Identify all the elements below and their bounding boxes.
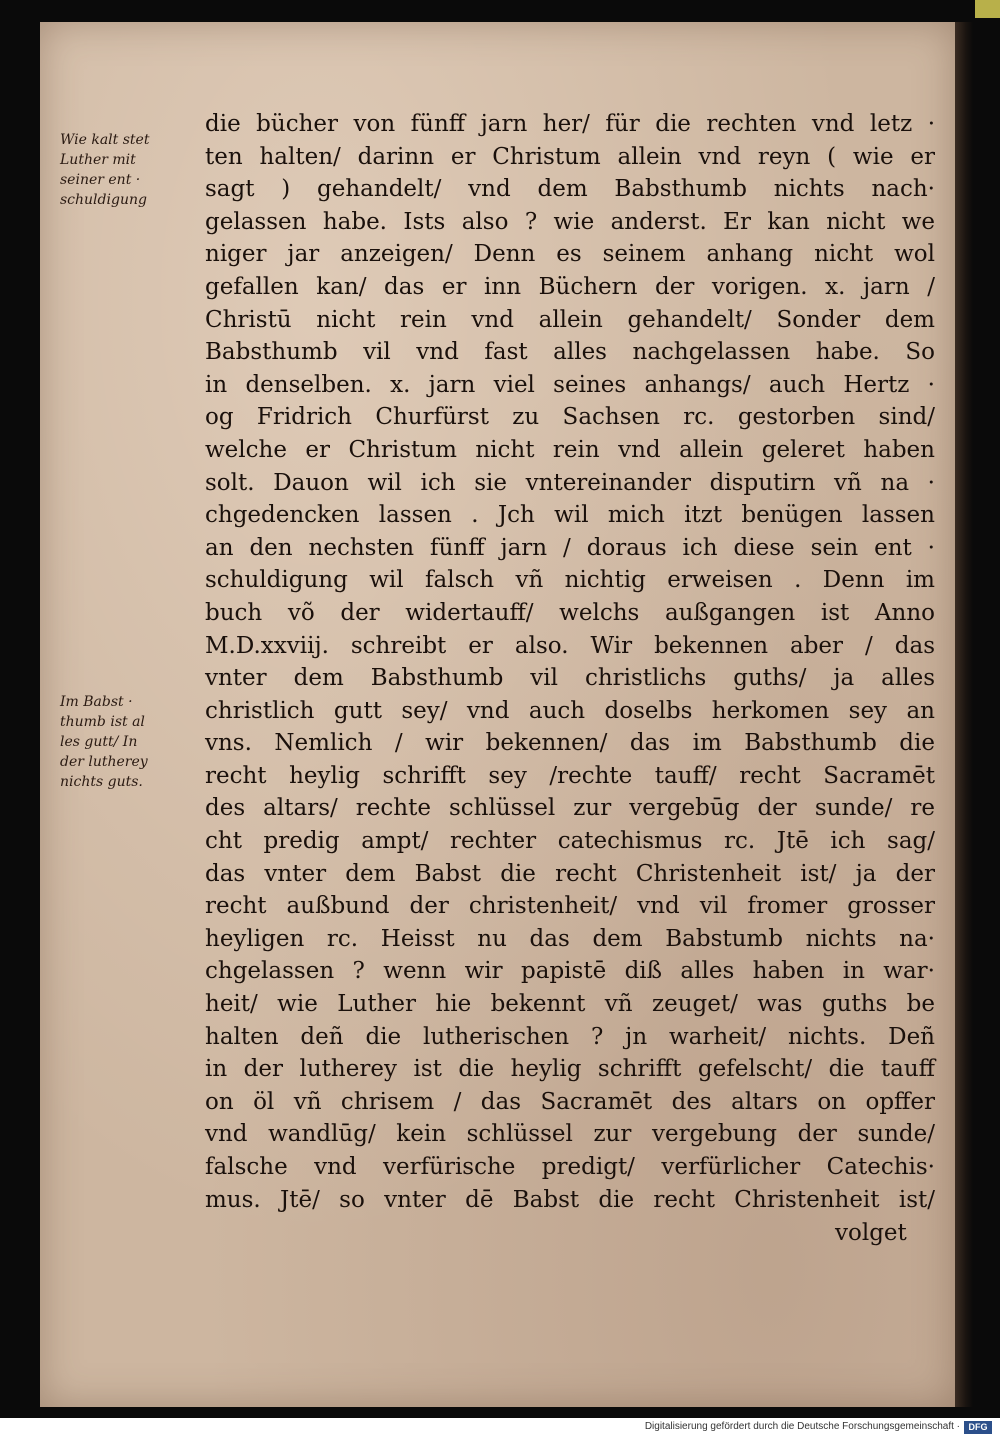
- text-line: sagt ) gehandelt/ vnd dem Babsthumb nichts nach·: [205, 176, 935, 203]
- text-line: in der lutherey ist die heylig schrifft gefelscht/ die tauff: [205, 1056, 935, 1083]
- text-line: og Fridrich Churfürst zu Sachsen rc. gestorben sind/: [205, 404, 935, 431]
- text-line: buch võ der widertauff/ welchs außgangen ist Anno: [205, 599, 935, 626]
- text-line: recht heylig schrifft sey /rechte tauff/ recht Sacramēt: [205, 762, 935, 789]
- text-line: an den nechsten fünff jarn / doraus ich diese sein ent ·: [205, 534, 935, 561]
- text-line: chgedencken lassen . Jch wil mich itzt benügen lassen: [205, 502, 935, 529]
- text-line: vnter dem Babsthumb vil christlichs guths/ ja alles: [205, 665, 935, 692]
- text-line: heyligen rc. Heisst nu das dem Babstumb nichts na·: [205, 925, 935, 952]
- text-line: Babsthumb vil vnd fast alles nachgelassen habe. So: [205, 339, 935, 366]
- margin-note-line: nichts guts.: [60, 774, 143, 790]
- text-line: schuldigung wil falsch vñ nichtig erweisen . Denn im: [205, 567, 935, 594]
- dfg-logo: DFG: [964, 1421, 992, 1434]
- text-line: halten deñ die lutherischen ? jn warheit/ nichts. Deñ: [205, 1023, 935, 1050]
- text-line: das vnter dem Babst die recht Christenheit ist/ ja der: [205, 860, 935, 887]
- footer-bar: [0, 1418, 1000, 1437]
- text-line: niger jar anzeigen/ Denn es seinem anhang nicht wol: [205, 241, 935, 268]
- margin-note-line: schuldigung: [60, 192, 147, 208]
- margin-note-line: Im Babst ·: [60, 694, 133, 710]
- margin-note-line: seiner ent ·: [60, 172, 141, 188]
- margin-note-babsthumb: [60, 692, 195, 792]
- text-line: heit/ wie Luther hie bekennt vñ zeuget/ was guths be: [205, 991, 935, 1018]
- text-line: M.D.xxviij. schreibt er also. Wir bekennen aber / das: [205, 632, 935, 659]
- margin-note-luther: [60, 130, 195, 210]
- margin-note-line: Wie kalt stet: [60, 132, 150, 148]
- page-edge: [955, 22, 973, 1407]
- text-line: vnd wandlūg/ kein schlüssel zur vergebung der sunde/: [205, 1121, 935, 1148]
- margin-note-line: les gutt/ In: [60, 734, 138, 750]
- text-line: on öl vñ chrisem / das Sacramēt des altars on opffer: [205, 1088, 935, 1115]
- text-line: die bücher von fünff jarn her/ für die rechten vnd letz ·: [205, 111, 935, 137]
- text-line: mus. Jtē/ so vnter dē Babst die recht Christenheit ist/: [205, 1186, 935, 1213]
- margin-note-line: Luther mit: [60, 152, 136, 168]
- catchword: volget: [835, 1220, 907, 1246]
- text-line: ten halten/ darinn er Christum allein vnd reyn ( wie er: [205, 143, 935, 170]
- text-line: vns. Nemlich / wir bekennen/ das im Babsthumb die: [205, 730, 935, 757]
- text-line: Christū nicht rein vnd allein gehandelt/ Sonder dem: [205, 306, 935, 333]
- text-line: chgelassen ? wenn wir papistē diß alles haben in war·: [205, 958, 935, 985]
- text-line: gefallen kan/ das er inn Büchern der vorigen. x. jarn /: [205, 273, 935, 300]
- text-line: cht predig ampt/ rechter catechismus rc. Jtē ich sag/: [205, 828, 935, 855]
- text-line: christlich gutt sey/ vnd auch doselbs herkomen sey an: [205, 697, 935, 724]
- text-line: recht außbund der christenheit/ vnd vil fromer grosser: [205, 893, 935, 920]
- text-line: welche er Christum nicht rein vnd allein geleret haben: [205, 436, 935, 463]
- text-line: in denselben. x. jarn viel seines anhangs/ auch Hertz ·: [205, 371, 935, 398]
- text-line: falsche vnd verfürische predigt/ verfürlicher Catechis·: [205, 1154, 935, 1180]
- color-strip: [975, 0, 1000, 18]
- main-text-block: [205, 108, 935, 1216]
- text-line: des altars/ rechte schlüssel zur vergebūg der sunde/ re: [205, 795, 935, 822]
- text-line: gelassen habe. Ists also ? wie anderst. Er kan nicht we: [205, 208, 935, 235]
- funding-credit: Digitalisierung gefördert durch die Deutsche Forschungsgemeinschaft ·: [644, 1421, 960, 1432]
- margin-note-line: der lutherey: [60, 754, 148, 770]
- margin-note-line: thumb ist al: [60, 714, 145, 730]
- text-line: solt. Dauon wil ich sie vntereinander disputirn vñ na ·: [205, 469, 935, 496]
